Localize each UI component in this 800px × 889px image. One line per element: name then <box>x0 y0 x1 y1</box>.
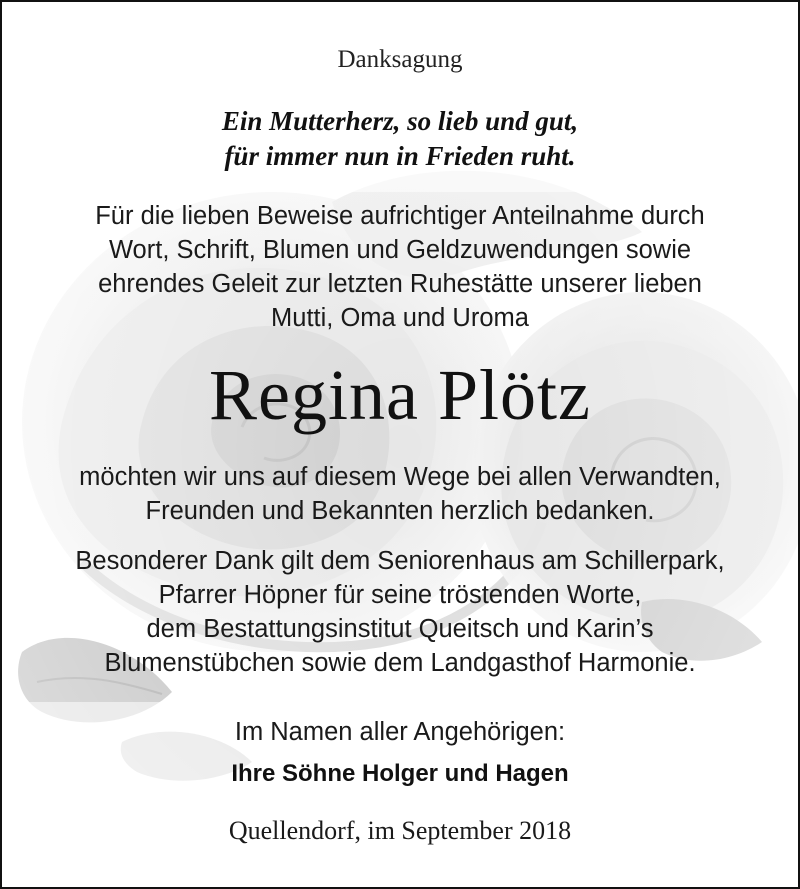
place-date: Quellendorf, im September 2018 <box>228 816 572 845</box>
verse-line-2: für immer nun in Frieden ruht. <box>224 141 576 171</box>
thanks-line-1: möchten wir uns auf diesem Wege bei allen Verwandten, <box>79 463 721 491</box>
deceased-name: Regina Plötz <box>209 355 591 435</box>
special-line-2: Pfarrer Höpner für seine tröstenden Worte, <box>158 581 642 609</box>
thanks-line-2: Freunden und Bekannten herzlich bedanken. <box>145 497 655 525</box>
intro-line-4: Mutti, Oma und Uroma <box>271 304 529 332</box>
intro-line-1: Für die lieben Beweise aufrichtiger Anteilnahme durch <box>95 202 705 230</box>
on-behalf-line: Im Namen aller Angehörigen: <box>234 718 566 746</box>
heading: Danksagung <box>337 46 463 73</box>
intro-line-3: ehrendes Geleit zur letzten Ruhestätte unserer lieben <box>98 270 702 298</box>
verse-line-1: Ein Mutterherz, so lieb und gut, <box>221 106 579 136</box>
signers: Ihre Söhne Holger und Hagen <box>231 760 569 787</box>
special-line-4: Blumenstübchen sowie dem Landgasthof Harmonie. <box>104 649 696 677</box>
special-line-1: Besonderer Dank gilt dem Seniorenhaus am Schillerpark, <box>75 547 725 575</box>
intro-line-2: Wort, Schrift, Blumen und Geldzuwendungen sowie <box>108 236 692 264</box>
special-line-3: dem Bestattungsinstitut Queitsch und Karin’s <box>146 615 654 643</box>
